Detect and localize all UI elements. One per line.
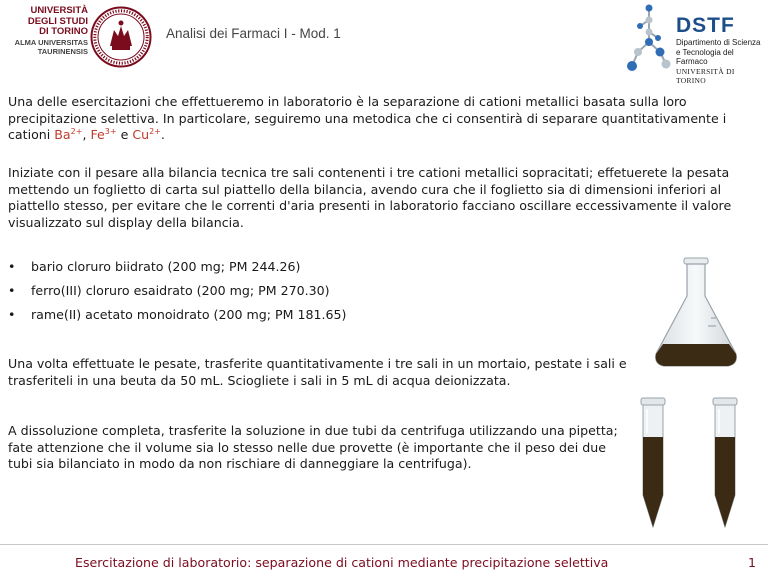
bullet-icon: • xyxy=(8,283,16,298)
department-name xyxy=(676,38,766,67)
cation-barium xyxy=(54,127,82,142)
university-line-4: ALMA UNIVERSITAS xyxy=(14,37,88,47)
list-item xyxy=(8,307,528,324)
university-seal-icon xyxy=(90,6,152,68)
cation-iron xyxy=(90,127,116,142)
university-line-1: UNIVERSITÀ xyxy=(30,5,88,16)
university-line-3: DI TORINO xyxy=(39,26,88,37)
department-university: UNIVERSITÀ DI TORINO xyxy=(676,66,735,85)
cation-copper-symbol: Cu xyxy=(132,127,150,142)
molecule-icon xyxy=(624,2,674,78)
centrifuge-tube-icon xyxy=(712,397,738,529)
cation-copper-charge: 2+ xyxy=(149,127,161,136)
separator-2: e xyxy=(116,127,133,142)
erlenmeyer-flask-icon xyxy=(650,256,742,372)
university-line-2: DEGLI STUDI xyxy=(27,15,88,27)
cation-copper xyxy=(132,127,161,142)
department-name-line-1: Dipartimento di Scienza xyxy=(676,38,761,47)
department-acronym: DSTF xyxy=(676,14,735,37)
university-name xyxy=(8,6,88,56)
cation-iron-symbol: Fe xyxy=(90,127,105,142)
footer-divider xyxy=(0,544,768,545)
bullet-icon: • xyxy=(8,259,16,274)
centrifuge-tube-icon xyxy=(640,397,666,529)
cation-barium-symbol: Ba xyxy=(54,127,71,142)
paragraph-centrifuge: A dissoluzione completa, trasferite la soluzione in due tubi da centrifuga utilizzando una pipetta; fate attenzione che il volume sia lo stesso nelle due provette (è importante che il peso dei due tubi sia bilanciato in modo da non rischiare di danneggiare la centrifuga). xyxy=(8,423,618,471)
list-item xyxy=(8,283,528,300)
cation-barium-charge: 2+ xyxy=(70,127,83,136)
paragraph-intro-end: . xyxy=(160,127,165,142)
list-item-text: bario cloruro biidrato (200 mg; PM 244.26) xyxy=(31,259,301,274)
list-item-text: ferro(III) cloruro esaidrato (200 mg; PM 270.30) xyxy=(31,283,330,298)
department-name-line-2: e Tecnologia del Farmaco xyxy=(676,47,734,66)
separator-1: , xyxy=(82,127,91,142)
slide-header xyxy=(0,0,768,85)
bullet-icon: • xyxy=(8,307,16,322)
university-line-5: TAURINENSIS xyxy=(37,46,88,56)
page-number: 1 xyxy=(747,555,756,570)
paragraph-dissolving: Una volta effettuate le pesate, trasferite quantitativamente i tre sali in un mortaio, pestate i sali e trasferiteli in una beuta da 50 mL. Sciogliete i sali in 5 mL di acqua deionizzata. xyxy=(8,356,627,388)
list-item-text: rame(II) acetato monoidrato (200 mg; PM 181.65) xyxy=(31,307,347,322)
cation-iron-charge: 3+ xyxy=(104,127,117,136)
list-item xyxy=(8,259,528,276)
paragraph-intro-text: Una delle esercitazioni che effettueremo in laboratorio è la separazione di cationi metallici basata sulla loro precipitazione selettiva. In particolare, seguiremo una metodica che ci consentirà di separare quantitativamente i cationi xyxy=(8,94,727,142)
department-logo xyxy=(676,16,766,85)
paragraph-intro xyxy=(8,94,760,144)
salt-list xyxy=(8,259,528,331)
paragraph-weighing: Iniziate con il pesare alla bilancia tecnica tre sali contenenti i tre cationi metallici sopracitati; effetuerete la pesata mettendo un foglietto di carta sul piattello della bilancia, avendo cura che il foglietto sia di dimensioni inferiori al piattello stesso, per evitare che le correnti d'aria presenti in laboratorio facciano oscillare eccessivamente il valore visualizzato sul display della bilancia. xyxy=(8,165,732,230)
course-title: Analisi dei Farmaci I - Mod. 1 xyxy=(166,26,341,41)
footer-title: Esercitazione di laboratorio: separazione di cationi mediante precipitazione selettiva xyxy=(75,555,609,570)
